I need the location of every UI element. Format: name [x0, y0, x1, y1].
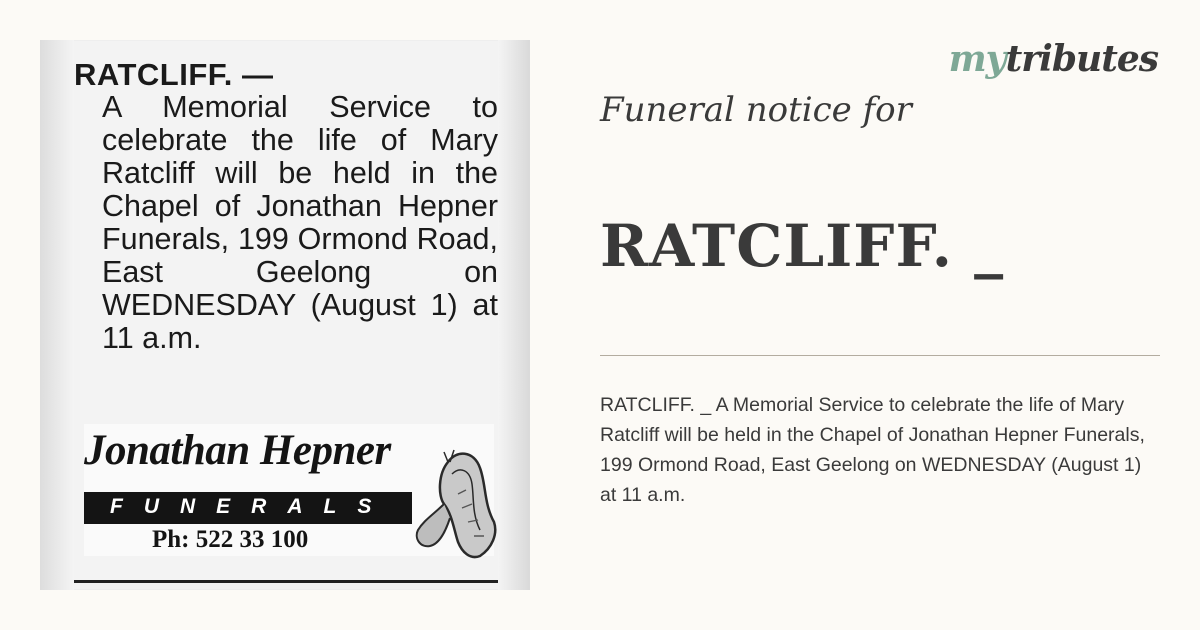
clipping-heading: RATCLIFF. —: [74, 57, 274, 92]
divider: [600, 355, 1160, 356]
notice-title: RATCLIFF. _: [600, 212, 1005, 280]
clipping-shadow-right: [498, 40, 530, 590]
clipping-body: A Memorial Service to celebrate the life of Mary Ratcliff will be held in the Chapel of Jonathan Hepner Funerals, 199 Ormond Road, East Geelong on WEDNESDAY (August 1) at 11 a.m.: [102, 90, 498, 355]
ad-tagline: FUNERALS: [110, 495, 393, 518]
butterfly-icon: [414, 444, 498, 560]
newspaper-clipping-image: [40, 40, 530, 590]
funeral-home-ad: [84, 424, 494, 556]
ad-business-name: Jonathan Hepner: [84, 427, 391, 474]
mytributes-logo[interactable]: [949, 38, 1158, 80]
logo-my: my: [948, 38, 1006, 80]
clipping-bottom-rule: [74, 580, 498, 583]
ad-phone: Ph: 522 33 100: [152, 526, 309, 553]
clipping-text-block: [74, 58, 498, 355]
clipping-shadow-left: [40, 40, 74, 590]
notice-description: RATCLIFF. _ A Memorial Service to celebrate the life of Mary Ratcliff will be held in the Chapel of Jonathan Hepner Funerals, 199 Ormond Road, East Geelong on WEDNESDAY (August 1) at 11 a.m.: [600, 394, 1145, 506]
logo-tributes: tributes: [1005, 38, 1158, 80]
notice-subtitle: Funeral notice for: [600, 90, 912, 130]
